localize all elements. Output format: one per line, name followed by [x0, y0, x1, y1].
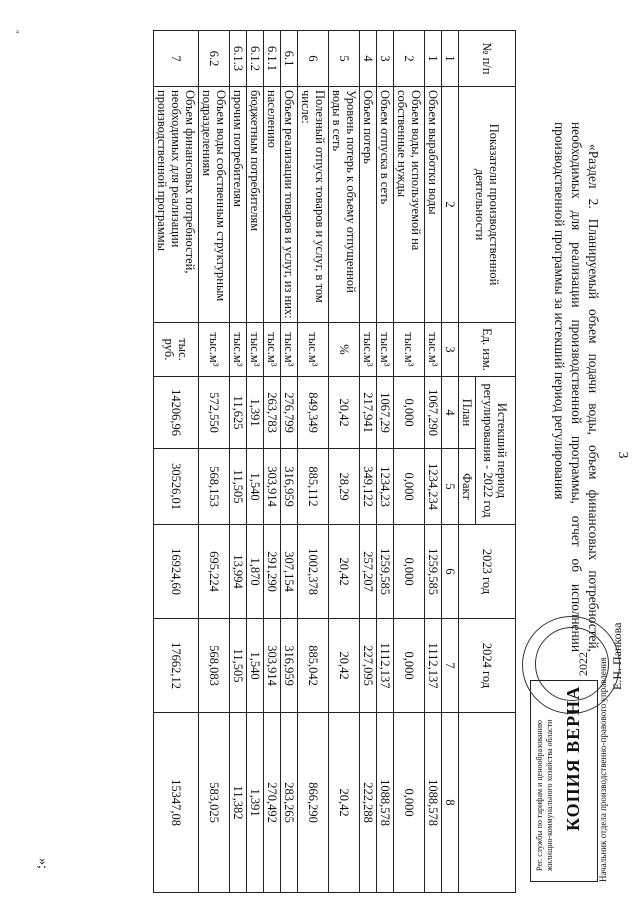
- row-2023: 307,154: [281, 525, 298, 619]
- table-row: [230, 31, 247, 893]
- page-number: 3: [615, 451, 630, 459]
- row-next-year: 270,492: [264, 713, 281, 893]
- seal-year: 2022: [576, 652, 590, 676]
- row-unit: тыс.м³: [264, 323, 281, 377]
- closing-quote: »;: [35, 858, 50, 869]
- row-2024: 0,000: [394, 619, 425, 713]
- table-row: [154, 31, 199, 893]
- row-next-year: 15347,08: [154, 713, 199, 893]
- row-2023: 20,42: [329, 525, 360, 619]
- table-row: [360, 31, 377, 893]
- row-indicator: Объем воды собственным структурным подразделениям: [199, 87, 230, 323]
- row-next-year: 866,290: [298, 713, 329, 893]
- row-2024: 1112,137: [425, 619, 442, 713]
- row-fact-2022: 303,914: [264, 449, 281, 525]
- table-body: [154, 31, 442, 893]
- row-number: 4: [360, 31, 377, 87]
- row-indicator: прочим потребителям: [230, 87, 247, 323]
- row-unit: тыс.м³: [425, 323, 442, 377]
- row-2024: 885,042: [298, 619, 329, 713]
- row-plan-2022: 1067,290: [425, 377, 442, 449]
- column-index: 8: [442, 713, 459, 893]
- row-2023: 1259,585: [425, 525, 442, 619]
- row-indicator: Объем реализации товаров и услуг, из них:: [281, 87, 298, 323]
- row-plan-2022: 263,783: [264, 377, 281, 449]
- row-plan-2022: 1067,29: [377, 377, 394, 449]
- row-plan-2022: 14206,96: [154, 377, 199, 449]
- row-next-year: 222,288: [360, 713, 377, 893]
- row-number: 6: [298, 31, 329, 87]
- row-number: 1: [425, 31, 442, 87]
- round-seal-inner: [535, 627, 609, 701]
- row-2023: 695,224: [199, 525, 230, 619]
- row-2023: 16924,60: [154, 525, 199, 619]
- row-indicator: бюджетным потребителям: [247, 87, 264, 323]
- certification-stamp: [514, 600, 632, 900]
- row-next-year: 1088,578: [377, 713, 394, 893]
- row-2024: 11,505: [230, 619, 247, 713]
- row-fact-2022: 11,505: [230, 449, 247, 525]
- stamp-official-title: Начальник отдела производственно-правового управления: [598, 657, 608, 882]
- table-row: [377, 31, 394, 893]
- header-fact: Факт: [459, 449, 476, 525]
- row-indicator: Объем воды, используемой на собственные нужды: [394, 87, 425, 323]
- row-2023: 1002,378: [298, 525, 329, 619]
- round-seal: [522, 616, 620, 714]
- margin-mark: ": [10, 30, 20, 34]
- row-next-year: 0,000: [394, 713, 425, 893]
- row-plan-2022: 1,391: [247, 377, 264, 449]
- row-unit: тыс. руб.: [154, 323, 199, 377]
- row-plan-2022: 572,550: [199, 377, 230, 449]
- row-unit: тыс.м³: [199, 323, 230, 377]
- header-num: № п/п: [459, 31, 516, 87]
- section-heading: [551, 122, 602, 652]
- stamp-official-name: Е.Н. Панкова: [610, 622, 624, 690]
- row-indicator: Объем отпуска в сеть: [377, 87, 394, 323]
- table-row: [298, 31, 329, 893]
- row-unit: тыс.м³: [247, 323, 264, 377]
- header-extra: [459, 713, 516, 893]
- production-program-table: [153, 30, 516, 893]
- row-number: 2: [394, 31, 425, 87]
- row-unit: тыс.м³: [281, 323, 298, 377]
- row-plan-2022: 217,941: [360, 377, 377, 449]
- row-unit: %: [329, 323, 360, 377]
- row-fact-2022: 0,000: [394, 449, 425, 525]
- row-indicator: Объем финансовых потребностей, необходимых для реализации производственной программы: [154, 87, 199, 323]
- stamp-line-2: жилищно-коммунального хозяйства области: [545, 719, 554, 871]
- row-2024: 1,540: [247, 619, 264, 713]
- row-plan-2022: 0,000: [394, 377, 425, 449]
- row-indicator: Объем выработки воды: [425, 87, 442, 323]
- table-row: [247, 31, 264, 893]
- column-index-row: [442, 31, 459, 893]
- stamp-line-1: Рег. службы по тарифам и ценообразованию: [535, 720, 544, 871]
- table-row: [199, 31, 230, 893]
- row-fact-2022: 30526,01: [154, 449, 199, 525]
- row-2024: 227,095: [360, 619, 377, 713]
- row-unit: тыс.м³: [394, 323, 425, 377]
- row-2024: 303,914: [264, 619, 281, 713]
- row-2023: 291,290: [264, 525, 281, 619]
- row-next-year: 283,265: [281, 713, 298, 893]
- header-indicator: Показатели производственной деятельности: [459, 87, 516, 323]
- row-fact-2022: 1,540: [247, 449, 264, 525]
- table-row: [425, 31, 442, 893]
- row-2024: 316,959: [281, 619, 298, 713]
- row-2024: 1112,137: [377, 619, 394, 713]
- row-next-year: 20,42: [329, 713, 360, 893]
- row-fact-2022: 28,29: [329, 449, 360, 525]
- row-fact-2022: 1234,234: [425, 449, 442, 525]
- column-index: 5: [442, 449, 459, 525]
- row-number: 6.1.3: [230, 31, 247, 87]
- row-indicator: Уровень потерь к объему отпущенной воды в сеть: [329, 87, 360, 323]
- row-2023: 1,870: [247, 525, 264, 619]
- table-row: [281, 31, 298, 893]
- row-plan-2022: 11,625: [230, 377, 247, 449]
- row-indicator: Объем потерь: [360, 87, 377, 323]
- row-unit: тыс.м³: [360, 323, 377, 377]
- row-next-year: 1,391: [247, 713, 264, 893]
- row-indicator: населению: [264, 87, 281, 323]
- row-unit: тыс.м³: [298, 323, 329, 377]
- row-unit: тыс.м³: [230, 323, 247, 377]
- row-2024: 568,083: [199, 619, 230, 713]
- row-plan-2022: 276,799: [281, 377, 298, 449]
- row-2023: 1259,585: [377, 525, 394, 619]
- header-unit: Ед. изм.: [459, 323, 516, 377]
- row-next-year: 11,382: [230, 713, 247, 893]
- row-plan-2022: 20,42: [329, 377, 360, 449]
- table-row: [264, 31, 281, 893]
- row-number: 6.1.2: [247, 31, 264, 87]
- table-row: [329, 31, 360, 893]
- row-indicator: Полезный отпуск товаров и услуг, в том числе:: [298, 87, 329, 323]
- row-2024: 17662,12: [154, 619, 199, 713]
- row-unit: тыс.м³: [377, 323, 394, 377]
- row-fact-2022: 1234,23: [377, 449, 394, 525]
- row-2023: 257,207: [360, 525, 377, 619]
- row-number: 5: [329, 31, 360, 87]
- header-2023: 2023 год: [459, 525, 516, 619]
- row-next-year: 583,025: [199, 713, 230, 893]
- row-number: 3: [377, 31, 394, 87]
- header-plan: План: [459, 377, 476, 449]
- row-2023: 13,994: [230, 525, 247, 619]
- row-fact-2022: 568,153: [199, 449, 230, 525]
- header-period: Истекший период регулирования - 2022 год: [476, 377, 516, 525]
- table-row: [394, 31, 425, 893]
- column-index: 7: [442, 619, 459, 713]
- row-plan-2022: 849,349: [298, 377, 329, 449]
- row-fact-2022: 885,112: [298, 449, 329, 525]
- row-fact-2022: 316,959: [281, 449, 298, 525]
- row-2023: 0,000: [394, 525, 425, 619]
- row-number: 6.1: [281, 31, 298, 87]
- header-2024: 2024 год: [459, 619, 516, 713]
- row-fact-2022: 349,122: [360, 449, 377, 525]
- column-index: 6: [442, 525, 459, 619]
- row-next-year: 1088,578: [425, 713, 442, 893]
- row-number: 6.1.1: [264, 31, 281, 87]
- row-2024: 20,42: [329, 619, 360, 713]
- stamp-label: КОПИЯ ВЕРНА: [563, 685, 583, 831]
- column-index: 2: [442, 87, 459, 323]
- heading-text: «Раздел 2. Планируемый объем подачи воды, объем финансовых потребностей, необходимых для реализации производственной программы, отчет об исполнении производственной программы за истекший период регулирования: [552, 122, 601, 652]
- column-index: 4: [442, 377, 459, 449]
- row-number: 7: [154, 31, 199, 87]
- column-index: 3: [442, 323, 459, 377]
- column-index: 1: [442, 31, 459, 87]
- row-number: 6.2: [199, 31, 230, 87]
